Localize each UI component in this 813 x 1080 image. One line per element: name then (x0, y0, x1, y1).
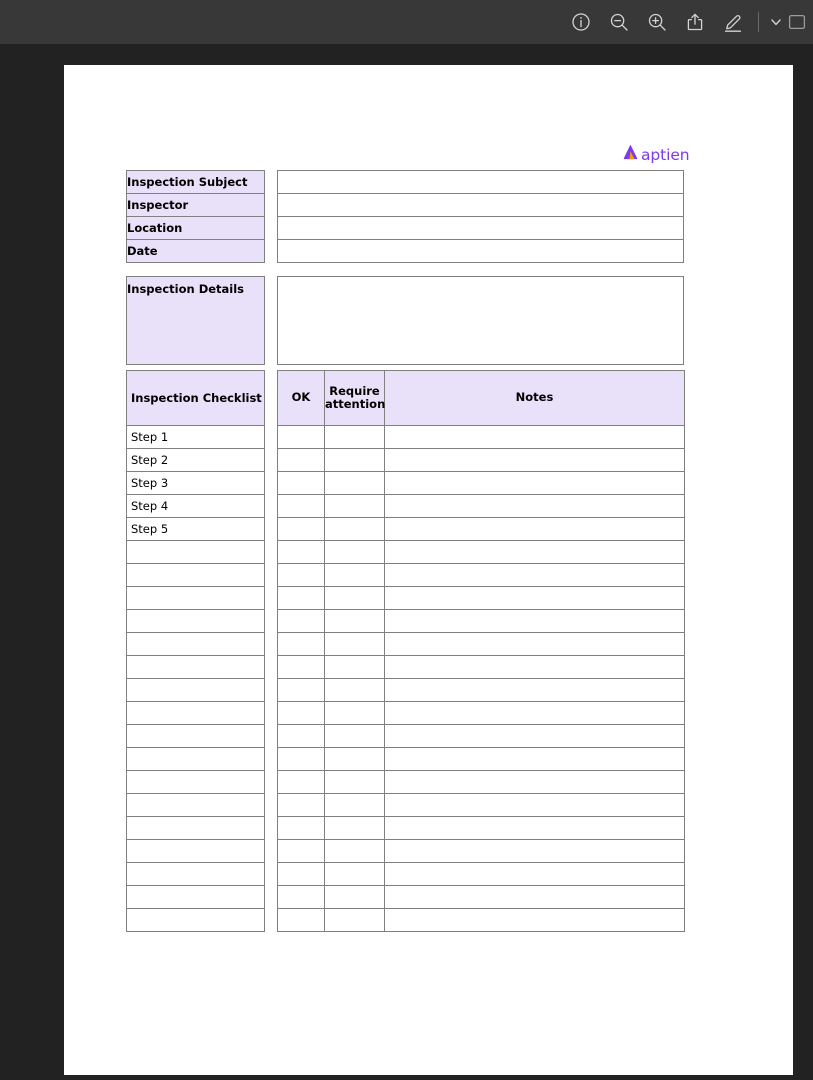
checklist-item-cell[interactable] (127, 656, 265, 679)
checklist-notes-cell[interactable] (385, 909, 685, 932)
table-row (278, 194, 684, 217)
checklist-attention-cell[interactable] (325, 495, 385, 518)
checklist-attention-cell[interactable] (325, 518, 385, 541)
checklist-notes-cell[interactable] (385, 633, 685, 656)
table-row (278, 217, 684, 240)
checklist-attention-cell[interactable] (325, 426, 385, 449)
checklist-item-cell[interactable] (127, 863, 265, 886)
checklist-attention-cell[interactable] (325, 794, 385, 817)
checklist-item-cell[interactable] (127, 564, 265, 587)
checklist-notes-cell[interactable] (385, 840, 685, 863)
checklist-ok-cell[interactable] (278, 656, 325, 679)
table-header-row (278, 371, 685, 426)
sidebar-toggle-icon[interactable] (787, 7, 813, 37)
checklist-attention-cell[interactable] (325, 725, 385, 748)
checklist-notes-cell[interactable] (385, 495, 685, 518)
markup-icon[interactable] (714, 7, 752, 37)
checklist-attention-cell[interactable] (325, 541, 385, 564)
checklist-item-cell[interactable]: Step 1 (127, 426, 265, 449)
table-row (278, 495, 685, 518)
checklist-attention-cell[interactable] (325, 472, 385, 495)
table-row (278, 277, 684, 365)
checklist-attention-cell[interactable] (325, 656, 385, 679)
checklist-item-cell[interactable]: Step 5 (127, 518, 265, 541)
table-row (127, 472, 265, 495)
table-row (127, 541, 265, 564)
checklist-notes-cell[interactable] (385, 656, 685, 679)
checklist-attention-cell[interactable] (325, 909, 385, 932)
checklist-attention-cell[interactable] (325, 886, 385, 909)
table-row (127, 909, 265, 932)
info-label-inspector: Inspector (127, 194, 265, 217)
checklist-ok-cell[interactable] (278, 541, 325, 564)
share-icon[interactable] (676, 7, 714, 37)
checklist-ok-cell[interactable] (278, 610, 325, 633)
checklist-ok-cell[interactable] (278, 495, 325, 518)
checklist-attention-cell[interactable] (325, 840, 385, 863)
checklist-marks-table (277, 370, 685, 932)
viewer-toolbar (0, 0, 813, 44)
table-row (278, 426, 685, 449)
checklist-ok-cell[interactable] (278, 909, 325, 932)
table-row (127, 725, 265, 748)
checklist-item-cell[interactable] (127, 725, 265, 748)
table-row (278, 725, 685, 748)
info-labels-table (126, 170, 265, 263)
table-row (127, 748, 265, 771)
checklist-item-cell[interactable] (127, 748, 265, 771)
checklist-notes-cell[interactable] (385, 426, 685, 449)
table-row (278, 886, 685, 909)
checklist-ok-cell[interactable] (278, 518, 325, 541)
info-icon[interactable] (562, 7, 600, 37)
table-row (127, 564, 265, 587)
checklist-header-notes: Notes (385, 371, 685, 426)
checklist-item-cell[interactable] (127, 633, 265, 656)
info-value-location[interactable] (278, 217, 684, 240)
checklist-notes-cell[interactable] (385, 449, 685, 472)
table-row (127, 587, 265, 610)
checklist-marks-body (278, 426, 685, 932)
checklist-item-cell[interactable] (127, 679, 265, 702)
table-row (278, 771, 685, 794)
table-row (127, 794, 265, 817)
checklist-ok-cell[interactable] (278, 863, 325, 886)
zoom-out-icon[interactable] (600, 7, 638, 37)
table-row (278, 449, 685, 472)
checklist-ok-cell[interactable] (278, 725, 325, 748)
checklist-item-cell[interactable] (127, 702, 265, 725)
checklist-notes-cell[interactable] (385, 886, 685, 909)
checklist-notes-cell[interactable] (385, 587, 685, 610)
table-row (127, 277, 265, 365)
checklist-notes-cell[interactable] (385, 679, 685, 702)
zoom-in-icon[interactable] (638, 7, 676, 37)
document-page (64, 65, 793, 1075)
table-row (127, 886, 265, 909)
checklist-attention-cell[interactable] (325, 748, 385, 771)
checklist-attention-cell[interactable] (325, 564, 385, 587)
table-row (278, 564, 685, 587)
table-row (127, 495, 265, 518)
checklist-item-cell[interactable] (127, 610, 265, 633)
table-row (127, 817, 265, 840)
checklist-ok-cell[interactable] (278, 472, 325, 495)
aptien-logo-text: aptien (641, 145, 690, 164)
checklist-ok-cell[interactable] (278, 702, 325, 725)
table-row (278, 633, 685, 656)
checklist-notes-cell[interactable] (385, 702, 685, 725)
table-row (127, 217, 265, 240)
table-row (278, 240, 684, 263)
info-value-subject[interactable] (278, 171, 684, 194)
checklist-notes-cell[interactable] (385, 817, 685, 840)
table-row (127, 610, 265, 633)
aptien-logo (623, 144, 689, 165)
checklist-notes-cell[interactable] (385, 794, 685, 817)
checklist-notes-cell[interactable] (385, 610, 685, 633)
info-label-date: Date (127, 240, 265, 263)
checklist-item-cell[interactable] (127, 909, 265, 932)
table-row (127, 656, 265, 679)
chevron-down-icon[interactable] (765, 7, 787, 37)
checklist-item-cell[interactable]: Step 4 (127, 495, 265, 518)
checklist-item-cell[interactable] (127, 771, 265, 794)
checklist-attention-cell[interactable] (325, 679, 385, 702)
table-row (278, 794, 685, 817)
checklist-ok-cell[interactable] (278, 886, 325, 909)
table-row (278, 679, 685, 702)
checklist-item-cell[interactable] (127, 541, 265, 564)
table-row (127, 863, 265, 886)
table-row (278, 171, 684, 194)
checklist-attention-cell[interactable] (325, 633, 385, 656)
table-row (127, 702, 265, 725)
table-row (278, 840, 685, 863)
checklist-attention-cell[interactable] (325, 587, 385, 610)
table-row (278, 610, 685, 633)
checklist-ok-cell[interactable] (278, 794, 325, 817)
table-row (127, 633, 265, 656)
table-row (127, 194, 265, 217)
checklist-attention-cell[interactable] (325, 863, 385, 886)
checklist-items-body (127, 426, 265, 932)
table-row (278, 702, 685, 725)
checklist-notes-cell[interactable] (385, 472, 685, 495)
checklist-notes-cell[interactable] (385, 541, 685, 564)
checklist-ok-cell[interactable] (278, 426, 325, 449)
details-value[interactable] (278, 277, 684, 365)
checklist-ok-cell[interactable] (278, 771, 325, 794)
info-value-inspector[interactable] (278, 194, 684, 217)
require-attention-line2: attention (325, 397, 386, 411)
checklist-item-cell[interactable] (127, 794, 265, 817)
checklist-ok-cell[interactable] (278, 587, 325, 610)
checklist-header-require-attention (325, 371, 385, 426)
table-row (278, 518, 685, 541)
table-row (127, 240, 265, 263)
checklist-header-ok: OK (278, 371, 325, 426)
checklist-notes-cell[interactable] (385, 771, 685, 794)
checklist-notes-cell[interactable] (385, 863, 685, 886)
checklist-notes-cell[interactable] (385, 564, 685, 587)
table-row (127, 171, 265, 194)
checklist-ok-cell[interactable] (278, 748, 325, 771)
info-values-table (277, 170, 684, 263)
require-attention-line1: Require (329, 383, 380, 398)
checklist-notes-cell[interactable] (385, 725, 685, 748)
checklist-header-item: Inspection Checklist (127, 371, 265, 426)
table-row (127, 840, 265, 863)
info-label-location: Location (127, 217, 265, 240)
checklist-attention-cell[interactable] (325, 610, 385, 633)
checklist-ok-cell[interactable] (278, 840, 325, 863)
checklist-ok-cell[interactable] (278, 633, 325, 656)
details-value-table (277, 276, 684, 365)
droplet-icon (623, 144, 638, 160)
toolbar-divider (758, 12, 759, 32)
checklist-item-cell[interactable]: Step 3 (127, 472, 265, 495)
checklist-ok-cell[interactable] (278, 564, 325, 587)
table-header-row (127, 371, 265, 426)
aptien-logo-mark (623, 144, 638, 165)
table-row (278, 587, 685, 610)
table-row (127, 449, 265, 472)
table-row (127, 426, 265, 449)
checklist-attention-cell[interactable] (325, 817, 385, 840)
checklist-attention-cell[interactable] (325, 449, 385, 472)
info-value-date[interactable] (278, 240, 684, 263)
table-row (278, 541, 685, 564)
checklist-item-cell[interactable]: Step 2 (127, 449, 265, 472)
details-label-table (126, 276, 265, 365)
table-row (278, 656, 685, 679)
checklist-item-cell[interactable] (127, 886, 265, 909)
checklist-attention-cell[interactable] (325, 771, 385, 794)
checklist-items-table (126, 370, 265, 932)
table-row (278, 817, 685, 840)
table-row (127, 771, 265, 794)
table-row (278, 863, 685, 886)
table-row (127, 518, 265, 541)
table-row (278, 909, 685, 932)
table-row (278, 472, 685, 495)
info-label-subject: Inspection Subject (127, 171, 265, 194)
checklist-item-cell[interactable] (127, 587, 265, 610)
checklist-notes-cell[interactable] (385, 518, 685, 541)
checklist-ok-cell[interactable] (278, 679, 325, 702)
checklist-item-cell[interactable] (127, 840, 265, 863)
checklist-ok-cell[interactable] (278, 449, 325, 472)
table-row (127, 679, 265, 702)
checklist-attention-cell[interactable] (325, 702, 385, 725)
checklist-ok-cell[interactable] (278, 817, 325, 840)
table-row (278, 748, 685, 771)
details-label: Inspection Details (127, 277, 265, 365)
checklist-notes-cell[interactable] (385, 748, 685, 771)
checklist-item-cell[interactable] (127, 817, 265, 840)
